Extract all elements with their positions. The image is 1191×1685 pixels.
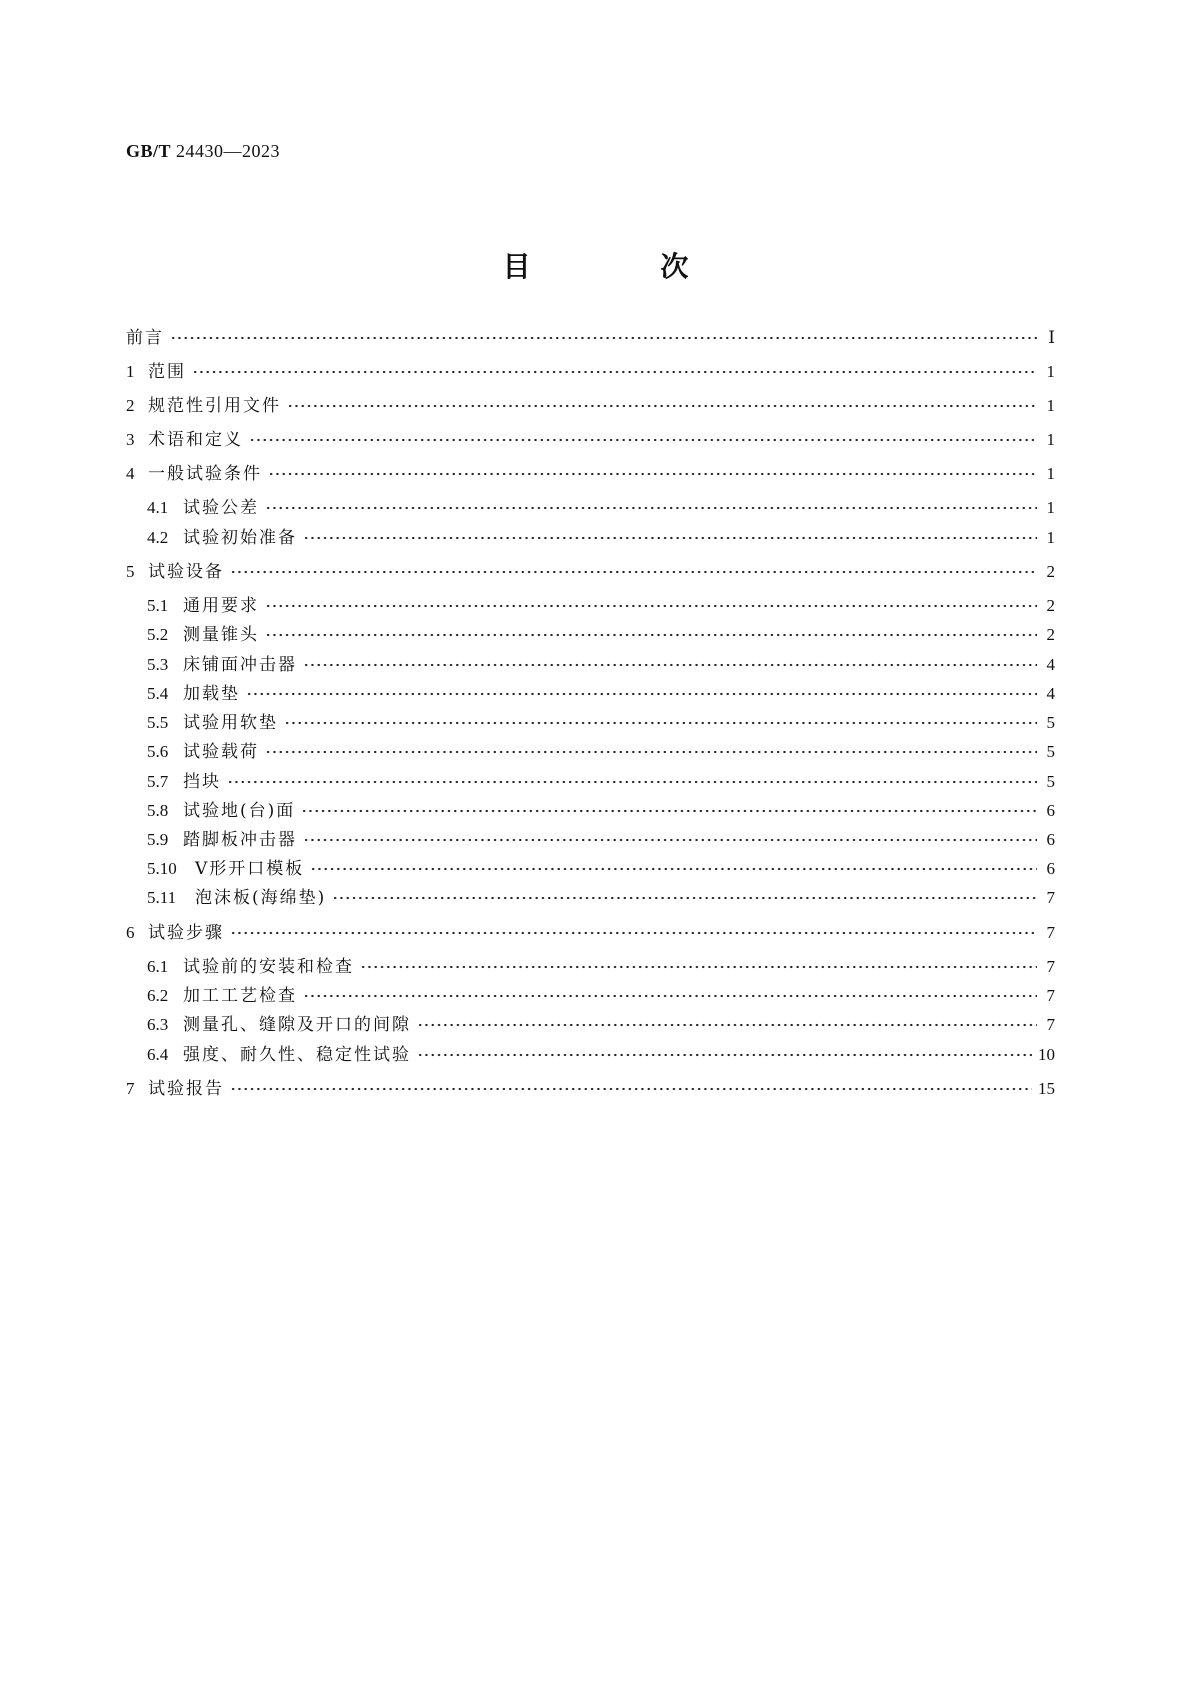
toc-entry-label: 挡块	[183, 772, 221, 792]
toc-entry-page: 7	[1046, 888, 1055, 907]
toc-entry[interactable]	[147, 620, 1055, 646]
toc-dot-leader	[268, 467, 1037, 481]
toc-entry-label: 试验公差	[183, 498, 259, 518]
toc-entry[interactable]	[147, 523, 1055, 549]
toc-dot-leader	[192, 365, 1037, 379]
toc-entry-label: V形开口模板	[195, 859, 305, 879]
toc-entry[interactable]	[147, 952, 1055, 978]
toc-entry[interactable]	[147, 650, 1055, 676]
document-code	[126, 141, 280, 162]
toc-entry[interactable]	[126, 391, 1055, 417]
toc-entry[interactable]	[147, 1040, 1055, 1066]
toc-entry-number: 1	[126, 362, 135, 381]
toc-entry-page: 6	[1046, 859, 1055, 878]
toc-entry-page: 7	[1046, 923, 1055, 942]
toc-entry-page: 6	[1046, 830, 1055, 849]
toc-entry-number: 5.2	[147, 625, 169, 644]
toc-dot-leader	[265, 599, 1037, 613]
toc-entry[interactable]	[147, 981, 1055, 1007]
toc-entry-label: 一般试验条件	[148, 464, 262, 484]
toc-dot-leader	[417, 1018, 1037, 1032]
toc-entry-page: 1	[1046, 396, 1055, 415]
toc-dot-leader	[249, 433, 1037, 447]
document-code-number: 24430—2023	[176, 141, 281, 161]
toc-entry-number: 5.3	[147, 655, 169, 674]
toc-entry-label: 术语和定义	[148, 430, 243, 450]
toc-entry[interactable]	[147, 708, 1055, 734]
toc-dot-leader	[265, 628, 1037, 642]
toc-dot-leader	[310, 862, 1037, 876]
toc-dot-leader	[246, 687, 1037, 701]
toc-entry-page: 7	[1046, 957, 1055, 976]
toc-entry-label: 通用要求	[183, 596, 259, 616]
toc-dot-leader	[303, 833, 1037, 847]
toc-entry-number: 5.7	[147, 772, 169, 791]
toc-dot-leader	[287, 399, 1037, 413]
toc-entry-page: 15	[1038, 1079, 1055, 1098]
toc-entry-page: 5	[1046, 772, 1055, 791]
toc-dot-leader	[360, 960, 1037, 974]
toc-entry-number: 6.4	[147, 1045, 169, 1064]
toc-dot-leader	[230, 565, 1037, 579]
toc-dot-leader	[230, 1082, 1032, 1096]
toc-entry-label: 床铺面冲击器	[183, 655, 297, 675]
toc-entry-page: 2	[1046, 562, 1055, 581]
toc-entry-page: 4	[1046, 655, 1055, 674]
toc-entry-number: 7	[126, 1079, 135, 1098]
toc-entry[interactable]	[126, 323, 1055, 349]
toc-entry-page: 5	[1046, 713, 1055, 732]
toc-entry[interactable]	[147, 854, 1055, 880]
toc-entry-page: 2	[1046, 625, 1055, 644]
toc-entry[interactable]	[126, 459, 1055, 485]
toc-entry[interactable]	[147, 737, 1055, 763]
toc-entry-page: 10	[1038, 1045, 1055, 1064]
toc-entry-page: 1	[1046, 528, 1055, 547]
toc-entry-number: 4.2	[147, 528, 169, 547]
toc-entry-label: 试验前的安装和检查	[183, 957, 354, 977]
toc-entry-label: 加载垫	[183, 684, 240, 704]
toc-entry-page: 1	[1046, 498, 1055, 517]
toc-entry-label: 试验设备	[148, 562, 224, 582]
toc-entry-label: 测量锥头	[183, 625, 259, 645]
toc-entry-page: 2	[1046, 596, 1055, 615]
toc-entry-number: 5.5	[147, 713, 169, 732]
toc-entry-number: 4.1	[147, 498, 169, 517]
toc-entry-label: 测量孔、缝隙及开口的间隙	[183, 1015, 411, 1035]
document-code-prefix: GB/T	[126, 141, 172, 161]
toc-entry[interactable]	[147, 493, 1055, 519]
toc-entry-label: 试验用软垫	[183, 713, 278, 733]
toc-entry-page: 7	[1046, 1015, 1055, 1034]
toc-dot-leader	[303, 531, 1037, 545]
toc-entry-number: 5.8	[147, 801, 169, 820]
toc-dot-leader	[265, 501, 1037, 515]
toc-entry[interactable]	[126, 557, 1055, 583]
toc-entry[interactable]	[126, 1074, 1055, 1100]
toc-entry[interactable]	[147, 1010, 1055, 1036]
toc-entry-page: 7	[1046, 986, 1055, 1005]
toc-dot-leader	[284, 716, 1037, 730]
toc-entry-number: 5.10	[147, 859, 177, 878]
toc-entry-label: 踏脚板冲击器	[183, 830, 297, 850]
toc-entry-number: 5.4	[147, 684, 169, 703]
toc-entry-page: 5	[1046, 742, 1055, 761]
toc-entry-label: 加工工艺检查	[183, 986, 297, 1006]
toc-entry-number: 5.6	[147, 742, 169, 761]
toc-entry[interactable]	[126, 918, 1055, 944]
toc-entry-number: 3	[126, 430, 135, 449]
toc-entry-label: 范围	[148, 362, 186, 382]
toc-entry[interactable]	[147, 825, 1055, 851]
toc-entry-label: 试验载荷	[183, 742, 259, 762]
toc-entry-number: 6.3	[147, 1015, 169, 1034]
toc-entry-label: 前言	[126, 328, 164, 348]
toc-entry[interactable]	[147, 679, 1055, 705]
toc-dot-leader	[417, 1048, 1032, 1062]
toc-entry-number: 5.1	[147, 596, 169, 615]
toc-title: 目 次	[502, 250, 749, 283]
toc-dot-leader	[230, 926, 1037, 940]
toc-entry-number: 5.9	[147, 830, 169, 849]
toc-dot-leader	[332, 891, 1037, 905]
toc-entry[interactable]	[147, 591, 1055, 617]
toc-dot-leader	[303, 658, 1037, 672]
toc-entry-number: 5	[126, 562, 135, 581]
toc-entry[interactable]	[147, 796, 1055, 822]
toc-entry-page: 4	[1046, 684, 1055, 703]
toc-entry-label: 试验步骤	[148, 923, 224, 943]
toc-entry-label: 试验地(台)面	[183, 801, 296, 821]
toc-entry-page: Ⅰ	[1048, 328, 1055, 347]
toc-entry[interactable]	[147, 767, 1055, 793]
toc-entry-number: 6	[126, 923, 135, 942]
toc-entry[interactable]	[147, 883, 1055, 909]
toc-entry-number: 6.2	[147, 986, 169, 1005]
toc-entry[interactable]	[126, 357, 1055, 383]
toc-entry[interactable]	[126, 425, 1055, 451]
toc-entry-number: 6.1	[147, 957, 169, 976]
toc-dot-leader	[301, 804, 1037, 818]
toc-dot-leader	[227, 775, 1037, 789]
toc-entry-page: 1	[1046, 430, 1055, 449]
toc-entry-label: 试验初始准备	[183, 528, 297, 548]
toc-entry-page: 1	[1046, 362, 1055, 381]
toc-entry-label: 泡沫板(海绵垫)	[195, 888, 327, 908]
toc-entry-page: 1	[1046, 464, 1055, 483]
toc-entry-page: 6	[1046, 801, 1055, 820]
toc-dot-leader	[170, 331, 1037, 345]
toc-entry-number: 2	[126, 396, 135, 415]
toc-dot-leader	[303, 989, 1037, 1003]
toc-entry-label: 试验报告	[148, 1079, 224, 1099]
toc-entry-label: 强度、耐久性、稳定性试验	[183, 1045, 411, 1065]
toc-dot-leader	[265, 745, 1037, 759]
toc-entry-number: 5.11	[147, 888, 177, 907]
toc-entry-label: 规范性引用文件	[148, 396, 281, 416]
toc-entry-number: 4	[126, 464, 135, 483]
